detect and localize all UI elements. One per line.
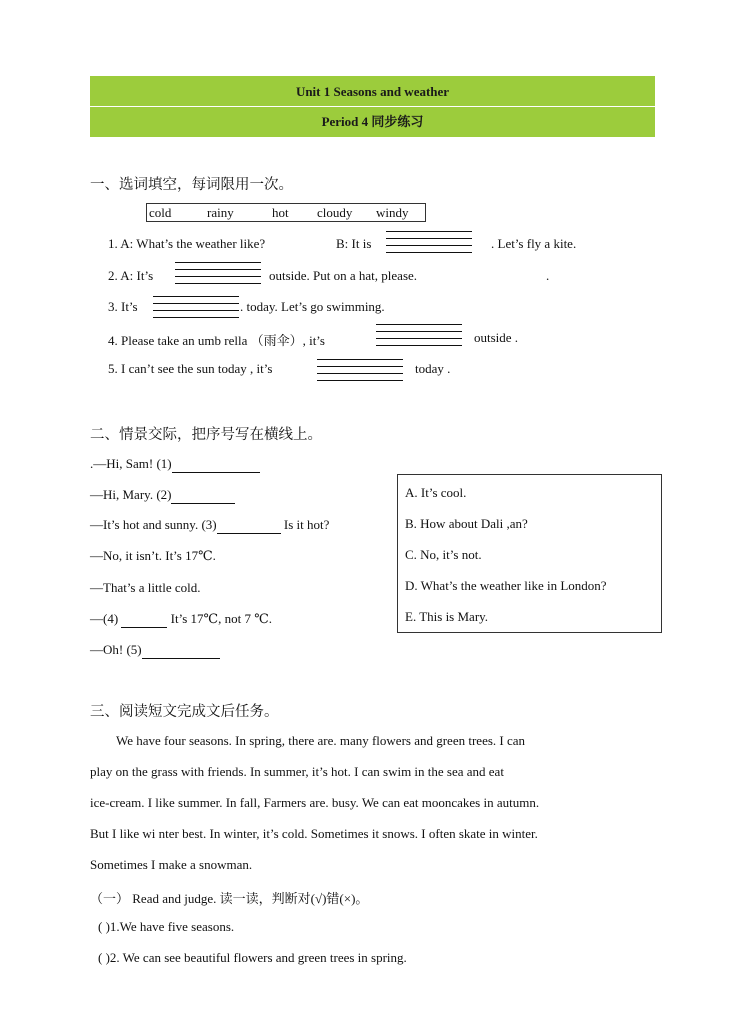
option-b: B. How about Dali ,an?: [405, 516, 528, 531]
dialogue-blank-2[interactable]: [171, 487, 235, 504]
word-bank-item: cold: [149, 205, 172, 220]
option-a: A. It’s cool.: [405, 485, 467, 500]
dialogue-text: —That’s a little cold.: [90, 580, 201, 595]
worksheet-title: Unit 1 Seasons and weather: [90, 76, 655, 107]
dialogue-blank-3[interactable]: [217, 517, 281, 534]
word-bank-item: hot: [272, 205, 289, 220]
fill-blank-2[interactable]: [175, 262, 261, 292]
dialogue-line-2: [90, 487, 235, 504]
passage-line: Sometimes I make a snowman.: [90, 857, 253, 872]
judge-question-1[interactable]: ( )1.We have five seasons.: [98, 919, 235, 934]
passage-line: ice-cream. I like summer. In fall, Farmers are. busy. We can eat mooncakes in autumn.: [90, 795, 540, 810]
dialogue-line-1: [90, 456, 260, 473]
dialogue-blank-5[interactable]: [142, 642, 220, 659]
word-bank-item: cloudy: [317, 205, 353, 220]
dialogue-text-after: It’s 17℃, not 7 ℃.: [167, 611, 272, 626]
word-bank-item: rainy: [207, 205, 234, 220]
dialogue-text: —(4): [90, 611, 119, 626]
fill-blank-4[interactable]: [376, 324, 462, 354]
fill-item-1-right: . Let’s fly a kite.: [491, 236, 577, 251]
word-bank: [146, 203, 426, 222]
fill-blank-3[interactable]: [153, 296, 239, 326]
fill-item-5-left: 5. I can’t see the sun today , it’s: [108, 361, 273, 376]
task-heading: （一） Read and judge. 读一读，判断对(√)错(×)。: [90, 891, 369, 906]
dialogue-blank-4[interactable]: [121, 611, 167, 628]
word-bank-item: windy: [376, 205, 409, 220]
dialogue-text-after: Is it hot?: [280, 517, 330, 532]
dialogue-line-3: [90, 517, 329, 534]
part3-heading: 三、阅读短文完成文后任务。: [90, 704, 279, 720]
fill-item-1-mid: B: It is: [336, 236, 372, 251]
fill-item-2-left: 2. A: It’s: [108, 268, 154, 283]
dialogue-text: .—Hi, Sam! (1): [90, 456, 172, 471]
dialogue-text: —No, it isn’t. It’s 17℃.: [90, 548, 216, 563]
options-box: [397, 474, 662, 633]
dialogue-line-6: [90, 611, 272, 628]
fill-item-1-left: 1. A: What’s the weather like?: [108, 236, 266, 251]
fill-item-4-right: outside .: [474, 330, 519, 345]
passage-line: But I like wi nter best. In winter, it’s cold. Sometimes it snows. I often skate in winter.: [90, 826, 538, 841]
part2-heading: 二、情景交际，把序号写在横线上。: [90, 427, 322, 443]
dialogue-text: —It’s hot and sunny. (3): [90, 517, 217, 532]
fill-item-4-left: 4. Please take an umb rella （雨伞）, it’s: [108, 333, 325, 348]
dialogue-text: —Oh! (5): [90, 642, 142, 657]
part1-heading: 一、选词填空，每词限用一次。: [90, 177, 293, 193]
fill-item-3-left: 3. It’s: [108, 299, 138, 314]
option-d: D. What’s the weather like in London?: [405, 578, 607, 593]
fill-blank-5[interactable]: [317, 359, 403, 389]
option-c: C. No, it’s not.: [405, 547, 482, 562]
dialogue-text: —Hi, Mary. (2): [90, 487, 172, 502]
worksheet-subtitle: Period 4 同步练习: [90, 107, 655, 137]
dialogue-blank-1[interactable]: [172, 456, 260, 473]
dialogue-line-4: [90, 548, 216, 564]
passage-line: We have four seasons. In spring, there are. many flowers and green trees. I can: [116, 733, 526, 748]
option-e: E. This is Mary.: [405, 609, 489, 624]
passage-line: play on the grass with friends. In summer, it’s hot. I can swim in the sea and eat: [90, 764, 504, 779]
fill-item-5-right: today .: [415, 361, 451, 376]
fill-item-2-end: .: [546, 268, 550, 283]
dialogue-line-7: [90, 642, 220, 659]
dialogue-line-5: [90, 580, 200, 596]
fill-blank-1[interactable]: [386, 231, 472, 261]
fill-item-3-right: . today. Let’s go swimming.: [240, 299, 385, 314]
fill-item-2-right: outside. Put on a hat, please.: [269, 268, 418, 283]
judge-question-2[interactable]: ( )2. We can see beautiful flowers and green trees in spring.: [98, 950, 407, 965]
